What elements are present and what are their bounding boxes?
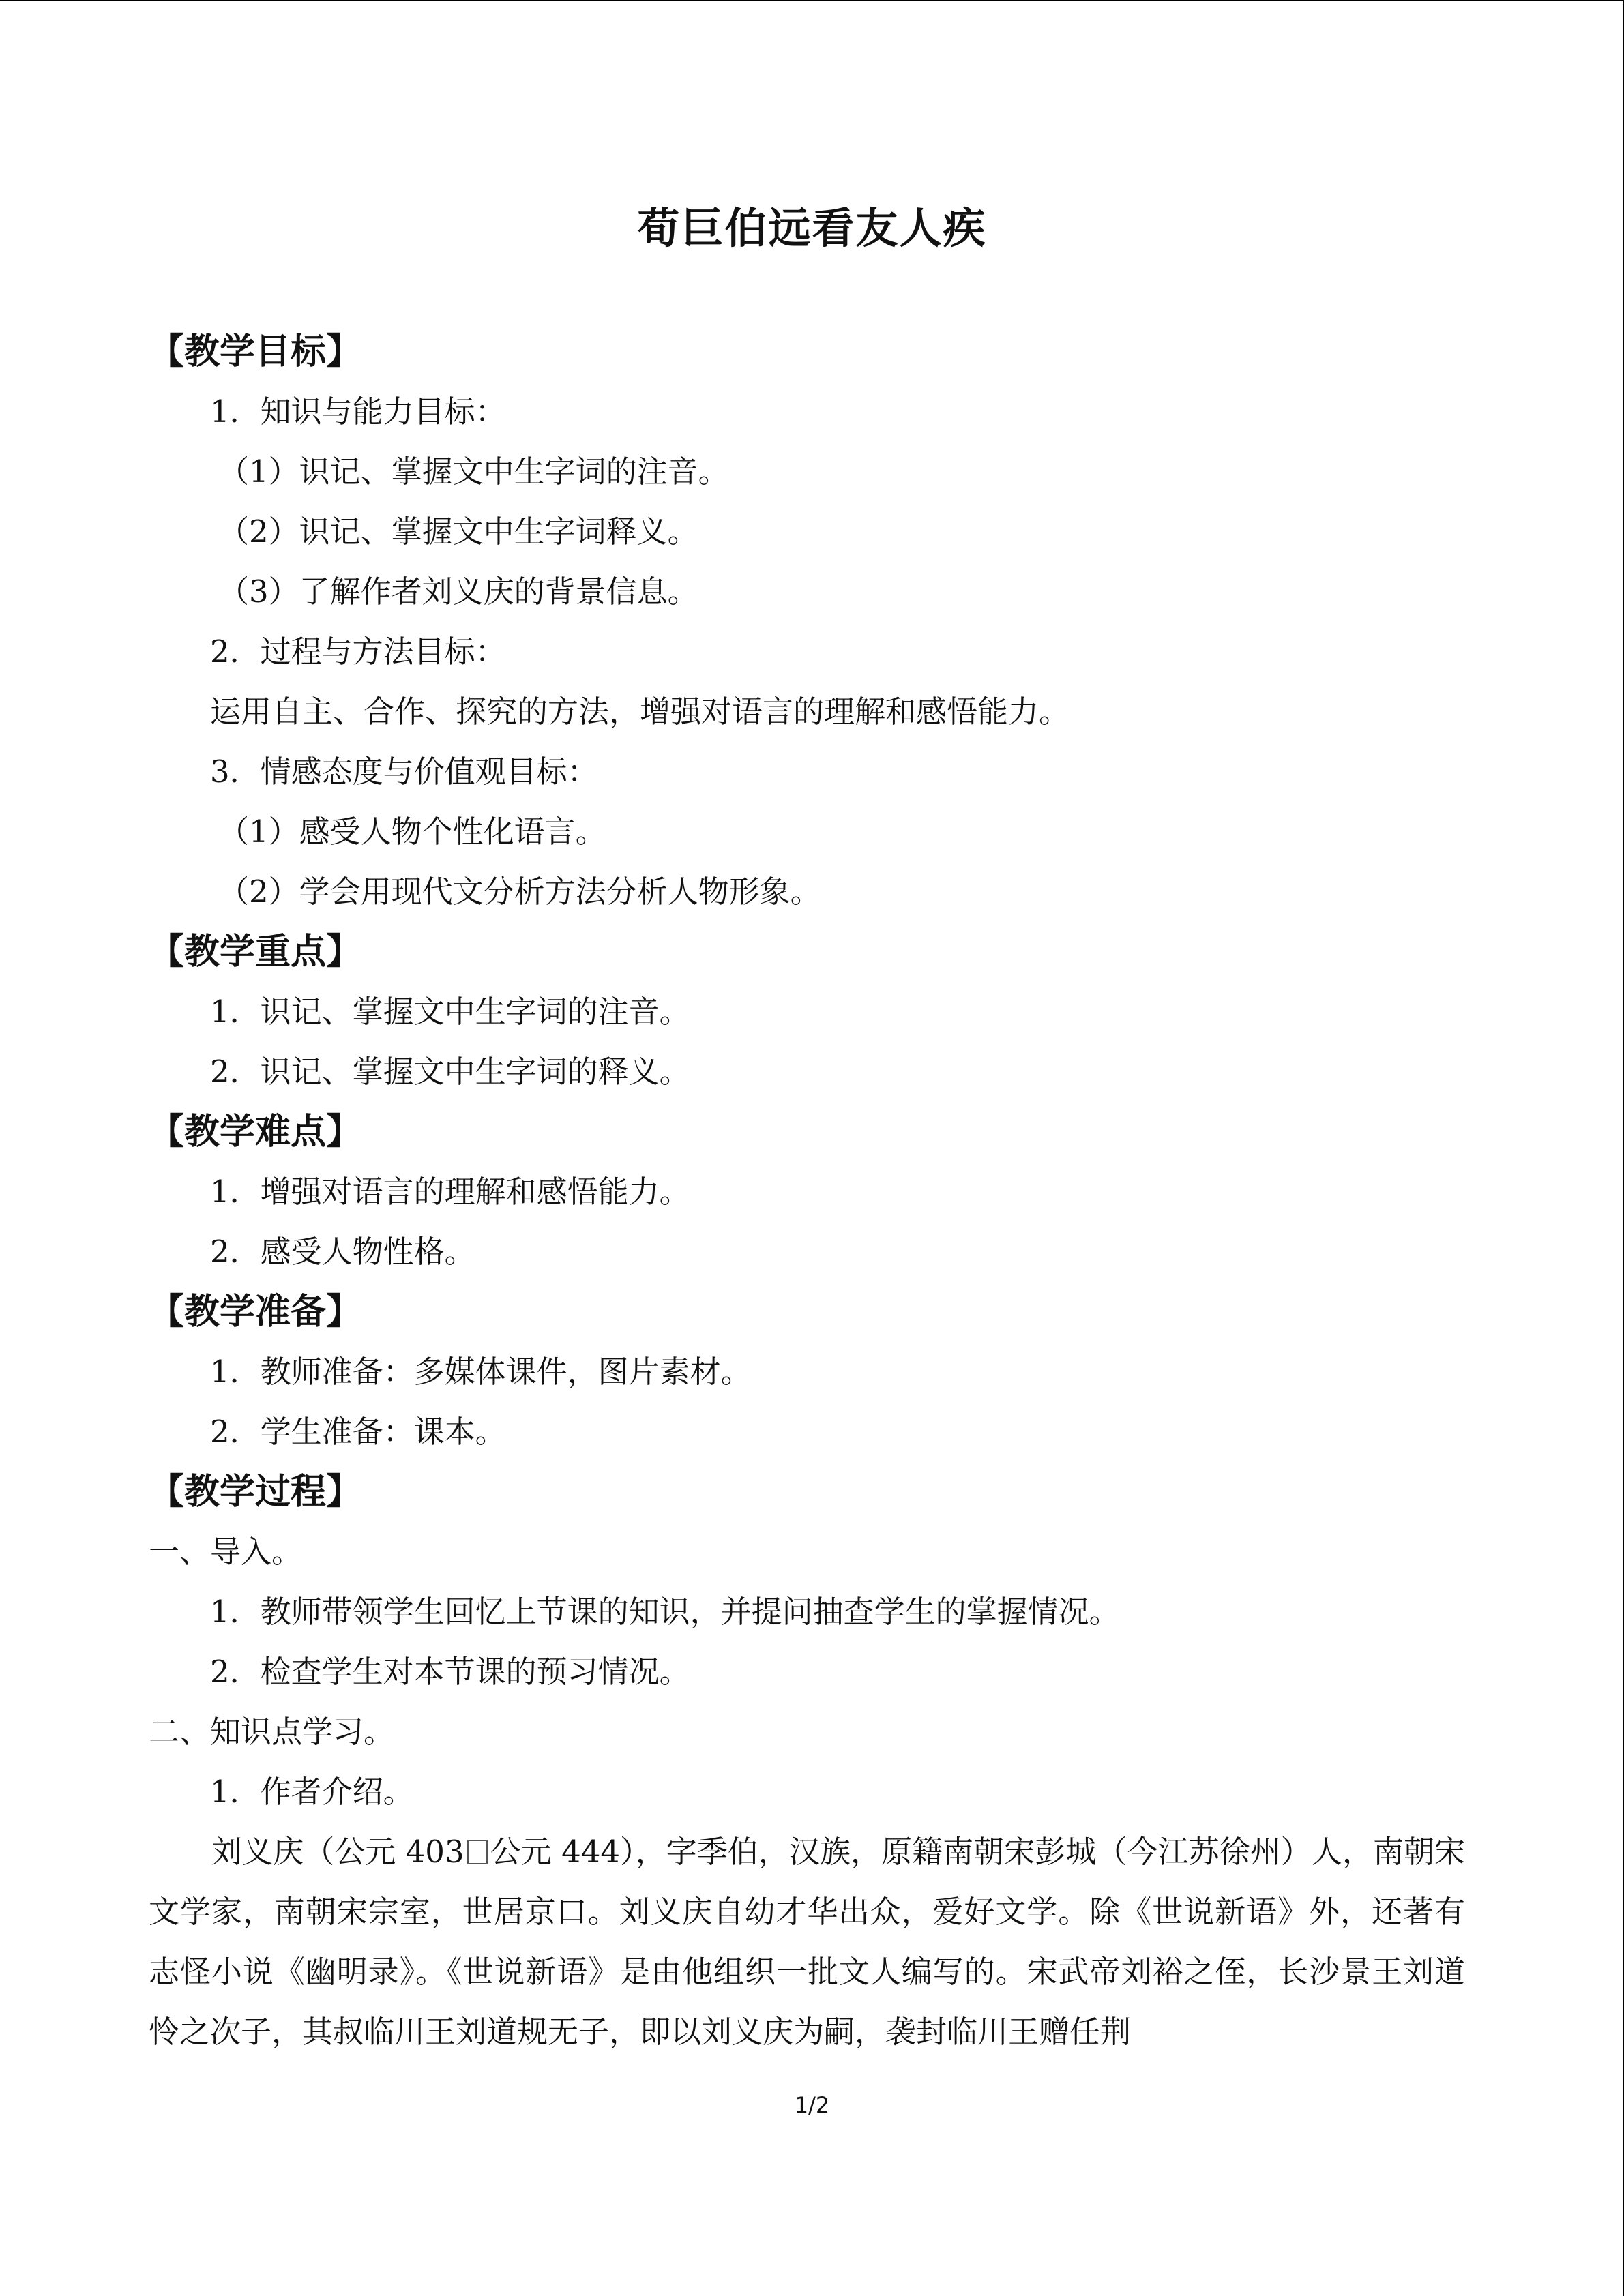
process-section1-item: 2．检查学生对本节课的预习情况。	[210, 1654, 690, 1690]
objective-goal3: 3．情感态度与价值观目标：	[210, 754, 598, 790]
objective-goal1-item: （3）了解作者刘义庆的背景信息。	[218, 573, 698, 610]
missing-glyph-box	[467, 1840, 488, 1864]
process-section1-item: 1．教师带领学生回忆上节课的知识，并提问抽查学生的掌握情况。	[210, 1594, 1120, 1630]
difficulty-item: 1．增强对语言的理解和感悟能力。	[210, 1174, 690, 1210]
objective-goal1-item: （1）识记、掌握文中生字词的注音。	[218, 453, 729, 490]
document-title: 荀巨伯远看友人疾	[637, 203, 987, 253]
process-section-1: 一、导入。	[149, 1534, 303, 1570]
author-intro-text: 公元 444），字季伯，汉族，原籍南朝宋彭城（今江苏徐州）人，南朝宋文学家，南朝宋宗室，世居京口。刘义庆自幼才华出众，爱好文学。除《世说新语》外，还著有志怪小说《幽明录》。《世说新语》是由他组织一批文人编写的。宋武帝刘裕之侄，长沙景王刘道怜之次子，其叔临川王刘道规无子，即以刘义庆为嗣，袭封临川王赠任荆	[149, 1834, 1465, 2050]
objective-goal2-text: 运用自主、合作、探究的方法，增强对语言的理解和感悟能力。	[210, 694, 1070, 730]
process-section2-item: 1．作者介绍。	[210, 1774, 414, 1810]
key-point-item: 1．识记、掌握文中生字词的注音。	[210, 994, 690, 1030]
objective-goal3-item: （1）感受人物个性化语言。	[218, 814, 606, 850]
objective-goal2: 2．过程与方法目标：	[210, 633, 506, 670]
objective-goal1-item: （2）识记、掌握文中生字词释义。	[218, 513, 698, 550]
preparation-item: 1．教师准备：多媒体课件，图片素材。	[210, 1354, 752, 1390]
heading-key-points: 【教学重点】	[149, 931, 362, 972]
objective-goal3-item: （2）学会用现代文分析方法分析人物形象。	[218, 874, 821, 910]
heading-difficulties: 【教学难点】	[149, 1112, 362, 1152]
author-intro-paragraph	[149, 1822, 1465, 2062]
heading-process: 【教学过程】	[149, 1472, 362, 1512]
preparation-item: 2．学生准备：课本。	[210, 1414, 506, 1450]
process-section-2: 二、知识点学习。	[149, 1714, 395, 1750]
author-intro-text: 刘义庆（公元 403	[211, 1834, 464, 1870]
heading-preparation: 【教学准备】	[149, 1292, 362, 1332]
objective-goal1: 1．知识与能力目标：	[210, 393, 506, 430]
difficulty-item: 2．感受人物性格。	[210, 1234, 475, 1270]
key-point-item: 2．识记、掌握文中生字词的释义。	[210, 1054, 690, 1090]
document-body	[149, 322, 1465, 2062]
page-number: 1/2	[794, 2092, 830, 2118]
heading-objectives: 【教学目标】	[149, 331, 362, 372]
